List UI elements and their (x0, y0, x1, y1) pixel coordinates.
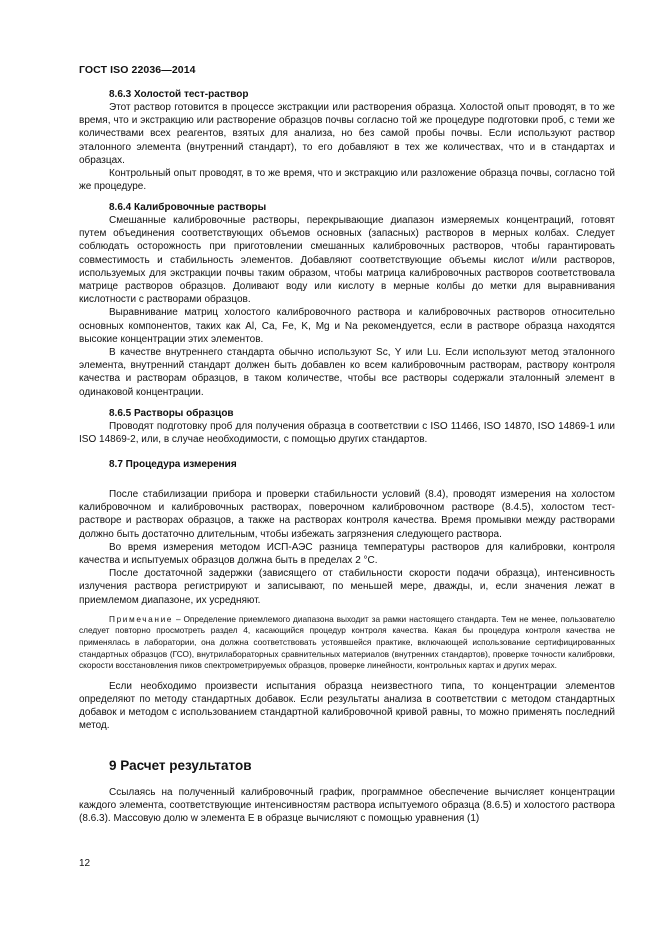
section-8-6-5 (79, 407, 615, 446)
section-9 (79, 758, 615, 826)
paragraph: Выравнивание матриц холостого калибровочного раствора и калибровочных растворов относительно основных компонентов, таких как Al, Ca, Fe, K, Mg и Na рекомендуется, если в растворе образца находятся высокие концентрации этих элементов. (79, 307, 615, 345)
document-header (79, 60, 615, 78)
chapter-title: 9 Расчет результатов (109, 758, 252, 773)
paragraph: Во время измерения методом ИСП-АЭС разница температуры растворов для калибровки, контроля качества и испытуемых образцов должна быть в пределах 2 °С. (79, 541, 615, 567)
section-title: 8.7 Процедура измерения (109, 459, 237, 470)
paragraph: Этот раствор готовится в процессе экстракции или растворения образца. Холостой опыт проводят, в то же время, что и экстракцию или растворение образцов почвы согласно той же процедуре подготовки проб, с теми же количествами всех реагентов, взятых для анализа, но без самой пробы почвы. Если используют раствор эталонного элемента (внутренний стандарт), то его добавляют в тех же количествах, что и в стандартах и образцах. (79, 102, 615, 166)
note-label: Примечание (109, 613, 174, 624)
paragraph: Контрольный опыт проводят, в то же время, что и экстракцию или разложение образца почвы, согласно той же процедуре. (79, 168, 615, 193)
paragraph: Если необходимо произвести испытания образца неизвестного типа, то концентрации элементов определяют по методу стандартных добавок. Если результаты анализа в соответствии с методом стандартных добавок и методом с использованием стандартной калибровочной кривой равны, то можно применять последний метод. (79, 680, 615, 732)
section-title: 8.6.4 Калибровочные растворы (109, 202, 267, 213)
paragraph: Проводят подготовку проб для получения образца в соответствии с ISO 11466, ISO 14870, ISO 14869-1 или ISO 14869-2, или, в случае необходимости, с помощью других стандартов. (79, 421, 615, 446)
section-8-7 (79, 458, 615, 733)
section-8-6-3 (79, 88, 615, 193)
paragraph: В качестве внутреннего стандарта обычно используют Sc, Y или Lu. Если используют метод эталонного элемента, внутренний стандарт должен быть добавлен ко всем калибровочным растворам, раствору контроля качества и растворам образцов, в таком количестве, чтобы все растворы содержали эталонный элемент в одинаковой концентрации. (79, 347, 615, 398)
paragraph: После достаточной задержки (зависящего от стабильности скорости подачи образца), интенсивность излучения раствора регистрируют и записывают, по меньшей мере, дважды, и, если значения лежат в приемлемом диапазоне, их усредняют. (79, 568, 615, 606)
section-title: 8.6.5 Растворы образцов (109, 408, 234, 419)
paragraph: После стабилизации прибора и проверки стабильности условий (8.4), проводят измерения на холостом калибровочном и калибровочных растворах, поверочном калибровочном растворе (8.4.5), холостом тест-растворе и растворах образцов, а также на растворах контроля качества. Время промывки между растворами должно быть достаточно длительным, чтобы избежать загрязнения следующего раствора. (79, 489, 615, 540)
page-number: 12 (79, 858, 91, 869)
note (79, 614, 615, 672)
section-8-6-4 (79, 201, 615, 399)
section-title: 8.6.3 Холостой тест-раствор (109, 89, 249, 100)
paragraph: Ссылаясь на полученный калибровочный график, программное обеспечение вычисляет концентрации каждого элемента, соответствующие интенсивностям раствора испытуемого образца (8.6.5) и холостого раствора (8.6.3). Массовую долю w элемента E в образце вычисляют с помощью уравнения (1) (79, 787, 615, 825)
document-id: ГОСТ ISO 22036—2014 (79, 64, 196, 76)
note-text: – Определение приемлемого диапазона выходит за рамки настоящего стандарта. Тем не менее, пользователю следует повторно просмотреть раздел 4, касающийся процедур контроля качества. Какая бы процедура контроля качества не применялась в лаборатории, она должна соответствовать устоявшейся практике, включающей использование сертифицированных стандартных образцов (ГСО), внутрилабораторных сравнительных материалов (внутренних стандартов), проверке точности калибровки, скорости восстановления пиков спектрометрируемых образцов, проверке линейности, контрольных картах и других мерах. (79, 613, 615, 671)
paragraph: Смешанные калибровочные растворы, перекрывающие диапазон измеряемых концентраций, готовят путем объединения соответствующих объемов основных (запасных) растворов в мерных колбах. Следует соблюдать осторожность при приготовлении смешанных калибровочных растворов, чтобы гарантировать совместимость и стабильность элементов. Добавляют соответствующие объемы кислот и/или растворов, используемых для экстракции почвы таким образом, чтобы матрица калибровочных растворов соответствовала матрице растворов образцов. Доливают воду или кислоту в мерные колбы до метки для выравнивания кислотности с растворами образцов. (79, 215, 615, 306)
